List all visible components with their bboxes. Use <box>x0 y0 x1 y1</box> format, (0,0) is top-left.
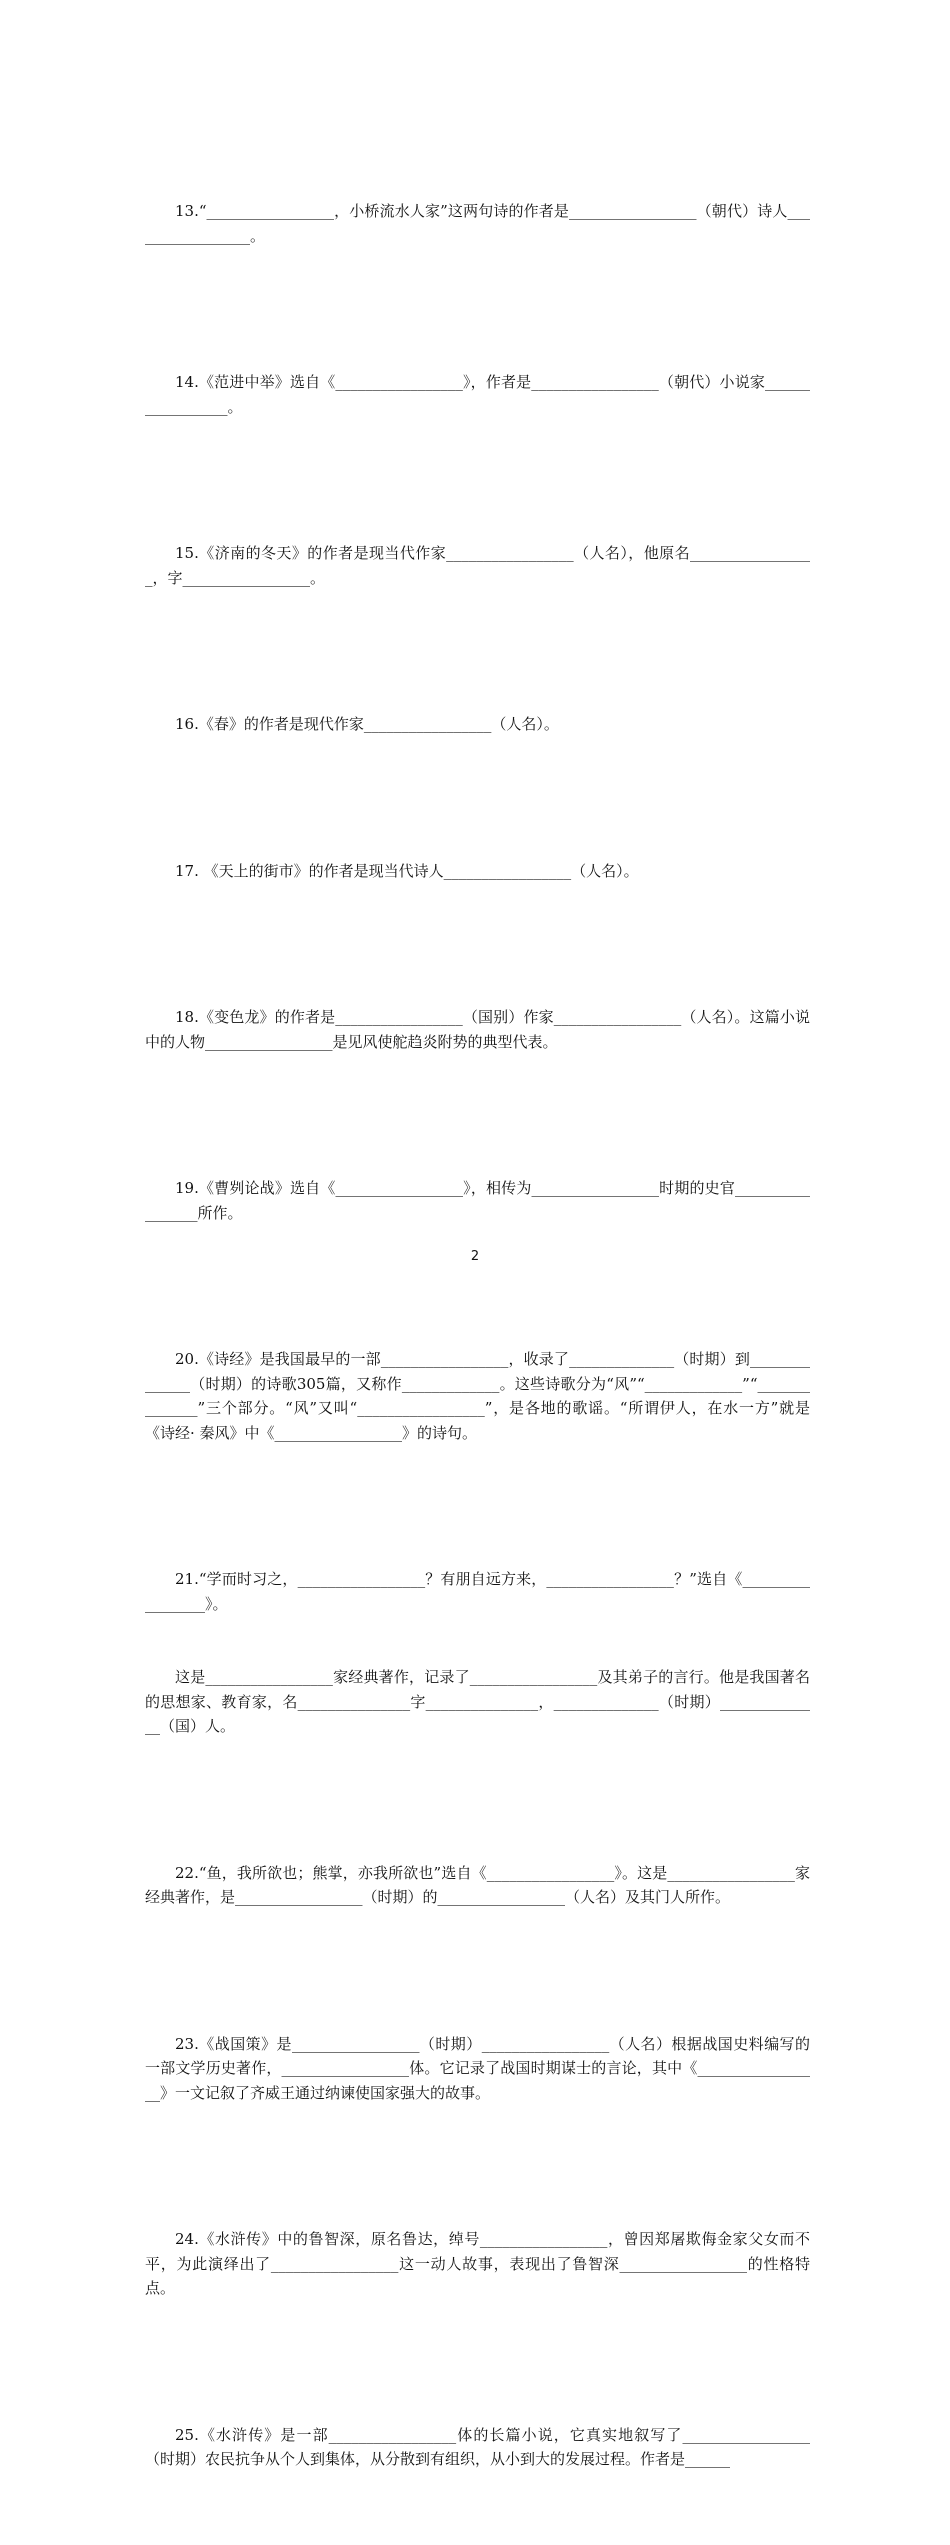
question-13-text: 13.“_________________，小桥流水人家”这两句诗的作者是_________________（朝代）诗人_________________。 <box>145 202 810 245</box>
question-22 <box>145 1812 810 1959</box>
question-17-text: 17. 《天上的街市》的作者是现当代诗人_________________（人名）。 <box>175 861 639 880</box>
question-16-text: 16.《春》的作者是现代作家_________________（人名）。 <box>175 715 559 733</box>
question-13 <box>145 150 810 297</box>
question-19-text: 19.《曹刿论战》选自《_________________》，相传为_________________时期的史官_________________所作。 <box>145 1179 810 1222</box>
page-number: 2 <box>470 1249 480 1264</box>
question-24 <box>145 2178 810 2350</box>
question-20 <box>145 1298 810 1494</box>
question-24-text: 24.《水浒传》中的鲁智深，原名鲁达，绰号_________________，曾因郑屠欺侮金家父女而不平，为此演绎出了_________________这一动人故事，表现出了鲁智深_________________的性格特点。 <box>145 2230 810 2297</box>
question-21-continuation: 这是_________________家经典著作，记录了_________________及其弟子的言行。他是我国著名的思想家、教育家，名_______________字_______________，______________（时期）______________（国）人。 <box>145 1668 810 1735</box>
question-18 <box>145 956 810 1103</box>
question-14-text: 14.《范进中举》选自《_________________》，作者是_________________（朝代）小说家_________________。 <box>145 373 810 416</box>
question-21 <box>145 1518 810 1788</box>
question-25-text: 25.《水浒传》是一部_________________体的长篇小说，它真实地叙写了_________________（时期）农民抗争从个人到集体，从分散到有组织，从小到大的发展过程。作者是______ <box>145 2425 810 2468</box>
question-21-text: 21.“学而时习之，_________________？有朋自远方来，_________________？”选自《_________________》。 <box>145 1570 810 1613</box>
question-15 <box>145 492 810 639</box>
question-25 <box>145 2374 810 2521</box>
question-20-text: 20.《诗经》是我国最早的一部_________________，收录了______________（时期）到______________（时期）的诗歌305篇，又称作_____________。这些诗歌分为“风”“_____________”“______________”三个部分。“风”又叫“_________________”，是各地的歌谣。“所谓伊人，在水一方”就是《诗经· 秦风》中《_________________》的诗句。 <box>145 1350 810 1442</box>
question-23 <box>145 1983 810 2155</box>
question-list <box>145 150 810 2545</box>
question-18-text: 18.《变色龙》的作者是_________________（国别）作家_________________（人名）。这篇小说中的人物_________________是见风使舵趋炎附势的典型代表。 <box>145 1008 810 1051</box>
question-22-text: 22.“鱼，我所欲也；熊掌，亦我所欲也”选自《_________________》。这是_________________家经典著作，是_________________（时期）的_________________（人名）及其门人所作。 <box>145 1863 810 1906</box>
question-23-text: 23.《战国策》是_________________（时期）_________________（人名）根据战国史料编写的一部文学历史著作，_________________体。它记录了战国时期谋士的言论，其中《_________________》一文记叙了齐威王通过纳谏使国家强大的故事。 <box>145 2034 810 2102</box>
question-17 <box>145 810 810 933</box>
question-14 <box>145 321 810 468</box>
question-16 <box>145 663 810 786</box>
question-15-text: 15.《济南的冬天》的作者是现当代作家_________________（人名），他原名_________________，字_________________。 <box>145 544 810 587</box>
